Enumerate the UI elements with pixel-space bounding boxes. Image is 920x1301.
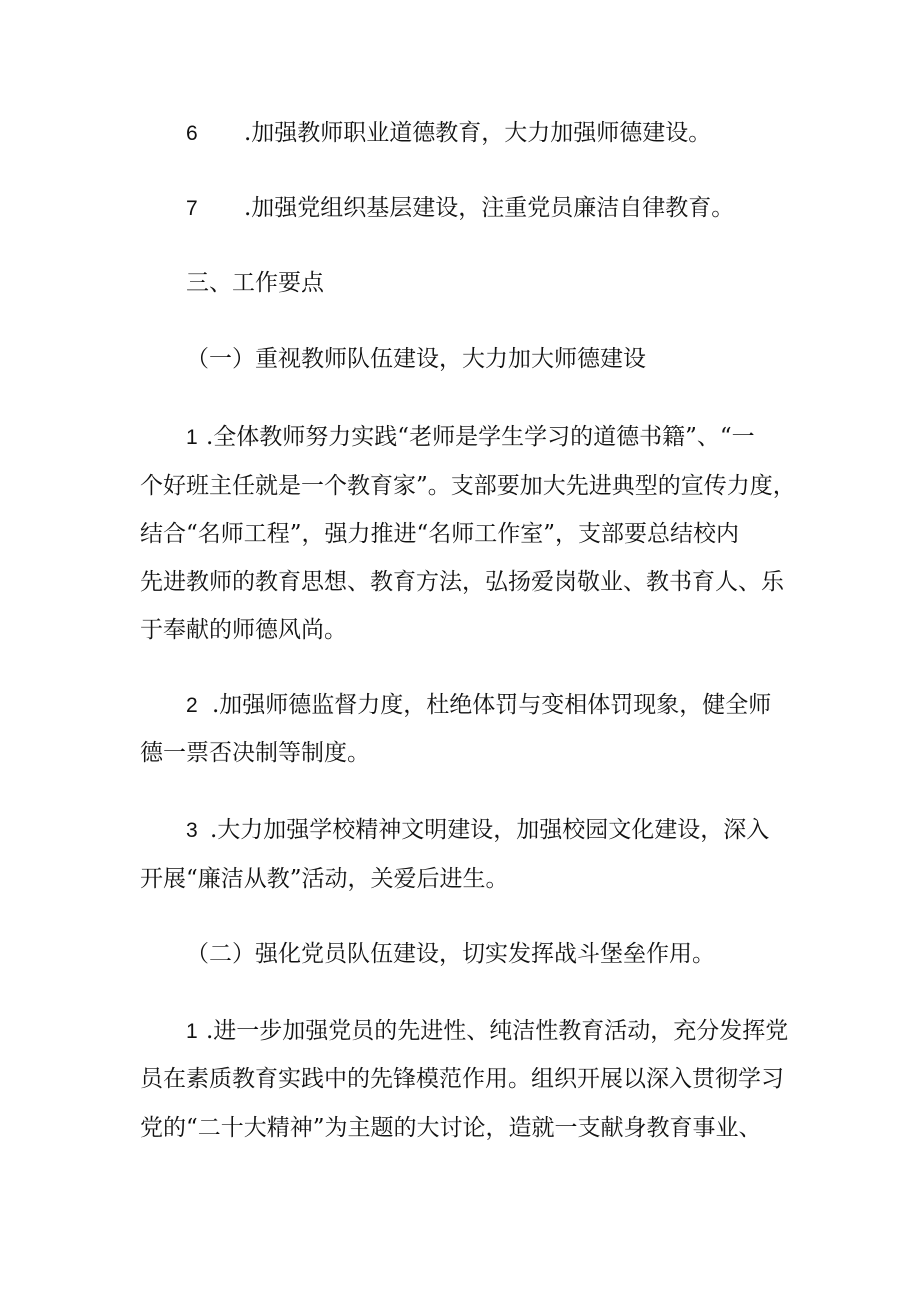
- paragraph-text: .进一步加强党员的先进性、纯洁性教育活动，充分发挥党: [206, 1018, 789, 1044]
- paragraph-line: [186, 690, 771, 720]
- paragraph-line: [186, 422, 755, 452]
- paragraph-text: .全体教师努力实践“老师是学生学习的道德书籍”、“一: [206, 424, 755, 450]
- paragraph-line: 个好班主任就是一个教育家”。支部要加大先进典型的宣传力度，: [140, 473, 796, 499]
- item-number: 7: [186, 197, 198, 220]
- paragraph-number: 1: [186, 1020, 198, 1043]
- paragraph-number: 3: [186, 819, 198, 842]
- item-text: .加强教师职业道德教育，大力加强师德建设。: [244, 120, 712, 146]
- paragraph-line: [186, 1016, 788, 1046]
- subsection-heading-1: （一）重视教师队伍建设，大力加大师德建设: [186, 346, 646, 372]
- paragraph-line: 结合“名师工程”，强力推进“名师工作室”，支部要总结校内: [140, 521, 740, 547]
- paragraph-line: 开展“廉洁从教”活动，关爱后进生。: [140, 866, 509, 892]
- paragraph-line: [186, 815, 769, 845]
- list-item-7: [186, 193, 734, 223]
- item-number: 6: [186, 122, 198, 145]
- paragraph-line: 员在素质教育实践中的先锋模范作用。组织开展以深入贯彻学习: [140, 1066, 784, 1092]
- paragraph-line: 党的“二十大精神”为主题的大讨论，造就一支献身教育事业、: [140, 1115, 762, 1141]
- paragraph-text: .大力加强学校精神文明建设，加强校园文化建设，深入: [210, 817, 770, 843]
- paragraph-line: 先进教师的教育思想、教育方法，弘扬爱岗敬业、教书育人、乐: [140, 569, 784, 595]
- section-heading: 三、工作要点: [186, 270, 324, 296]
- paragraph-number: 1: [186, 426, 198, 449]
- paragraph-text: .加强师德监督力度，杜绝体罚与变相体罚现象，健全师: [212, 692, 772, 718]
- list-item-6: [186, 118, 711, 148]
- paragraph-number: 2: [186, 694, 198, 717]
- paragraph-line: 德一票否决制等制度。: [140, 740, 370, 766]
- item-text: .加强党组织基层建设，注重党员廉洁自律教育。: [244, 195, 735, 221]
- subsection-heading-2: （二）强化党员队伍建设，切实发挥战斗堡垒作用。: [186, 941, 715, 967]
- paragraph-line: 于奉献的师德风尚。: [140, 617, 347, 643]
